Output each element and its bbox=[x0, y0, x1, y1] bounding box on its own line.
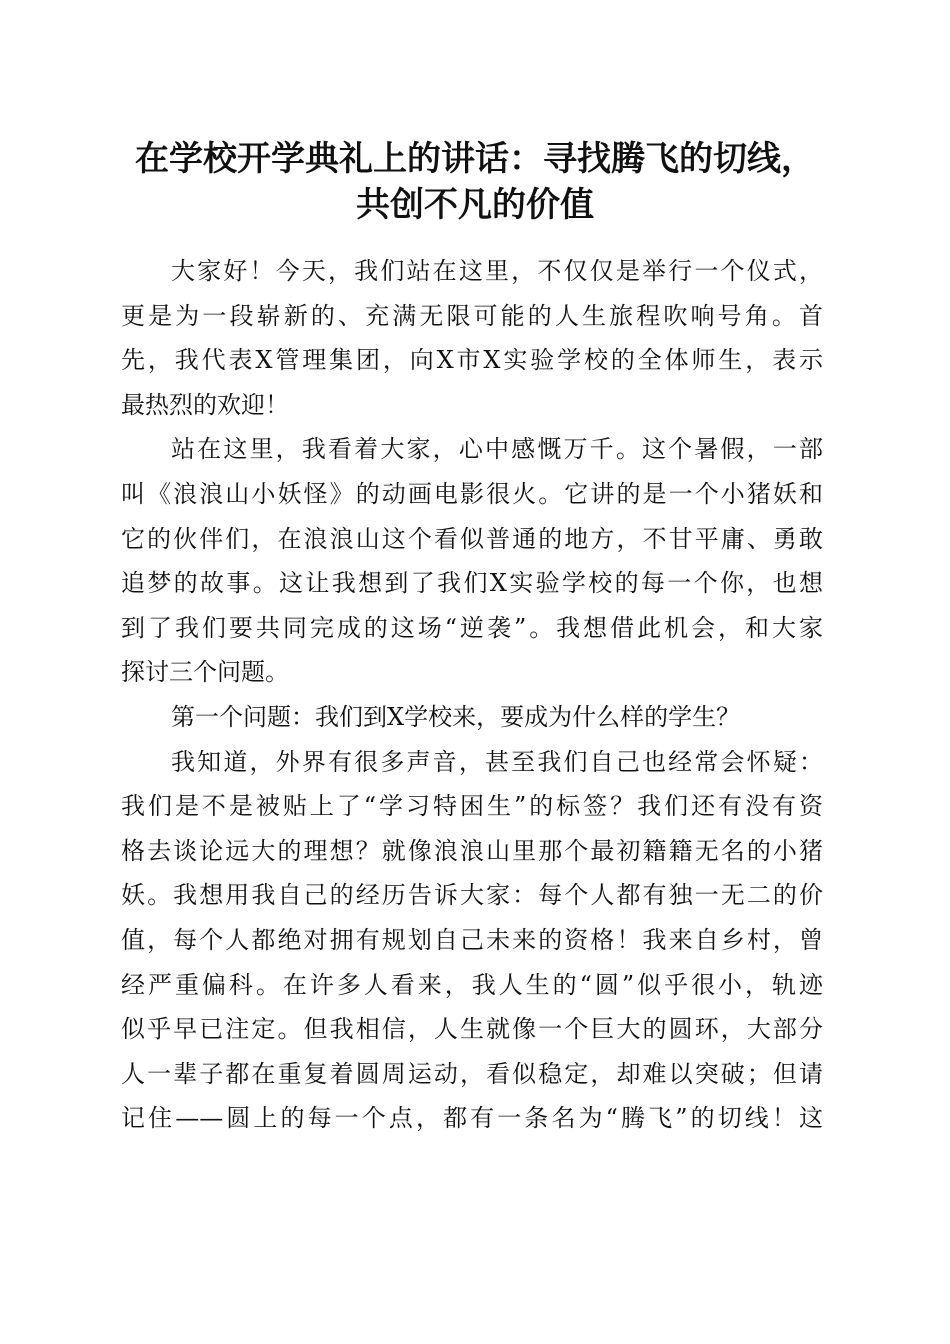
text-line: 人一辈子都在重复着圆周运动，看似稳定，却难以突破；但请 bbox=[121, 1059, 823, 1088]
text-line: 先，我代表X管理集团，向X市X实验学校的全体师生，表示 bbox=[121, 346, 823, 375]
title-line-1: 在学校开学典礼上的讲话：寻找腾飞的切线， bbox=[135, 139, 815, 179]
text-line: 追梦的故事。这让我想到了我们X实验学校的每一个你，也想 bbox=[121, 569, 823, 598]
text-line: 格去谈论远大的理想？就像浪浪山里那个最初籍籍无名的小猪 bbox=[121, 836, 823, 865]
document-title bbox=[100, 136, 850, 228]
text-line: 我知道，外界有很多声音，甚至我们自己也经常会怀疑： bbox=[171, 747, 823, 776]
paragraph-movie bbox=[121, 427, 823, 695]
text-line: 记住——圆上的每一个点，都有一条名为“腾飞”的切线！这 bbox=[121, 1104, 823, 1133]
text-line: 探讨三个问题。 bbox=[121, 658, 289, 687]
section-heading bbox=[121, 695, 823, 740]
text-line: 值，每个人都绝对拥有规划自己未来的资格！我来自乡村，曾 bbox=[121, 925, 823, 954]
paragraph-experience bbox=[121, 740, 823, 1141]
text-line: 大家好！今天，我们站在这里，不仅仅是举行一个仪式， bbox=[171, 257, 823, 285]
text-line: 它的伙伴们，在浪浪山这个看似普通的地方，不甘平庸、勇敢 bbox=[121, 524, 823, 553]
text-line: 站在这里，我看着大家，心中感慨万千。这个暑假，一部 bbox=[171, 435, 823, 464]
paragraph-greeting bbox=[121, 249, 823, 427]
text-line: 似乎早已注定。但我相信，人生就像一个巨大的圆环，大部分 bbox=[121, 1015, 823, 1044]
text-line: 到了我们要共同完成的这场“逆袭”。我想借此机会，和大家 bbox=[121, 613, 823, 642]
heading-line: 第一个问题：我们到X学校来，要成为什么样的学生？ bbox=[171, 702, 741, 731]
text-line: 最热烈的欢迎！ bbox=[121, 390, 289, 419]
title-line-2: 共创不凡的价值 bbox=[356, 185, 594, 225]
text-line: 经严重偏科。在许多人看来，我人生的“圆”似乎很小，轨迹 bbox=[121, 970, 823, 999]
text-line: 叫《浪浪山小妖怪》的动画电影很火。它讲的是一个小猪妖和 bbox=[121, 479, 823, 508]
document-body bbox=[121, 249, 823, 1141]
text-line: 我们是不是被贴上了“学习特困生”的标签？我们还有没有资 bbox=[121, 792, 823, 821]
text-line: 更是为一段崭新的、充满无限可能的人生旅程吹响号角。首 bbox=[121, 301, 823, 330]
text-line: 妖。我想用我自己的经历告诉大家：每个人都有独一无二的价 bbox=[121, 881, 823, 910]
